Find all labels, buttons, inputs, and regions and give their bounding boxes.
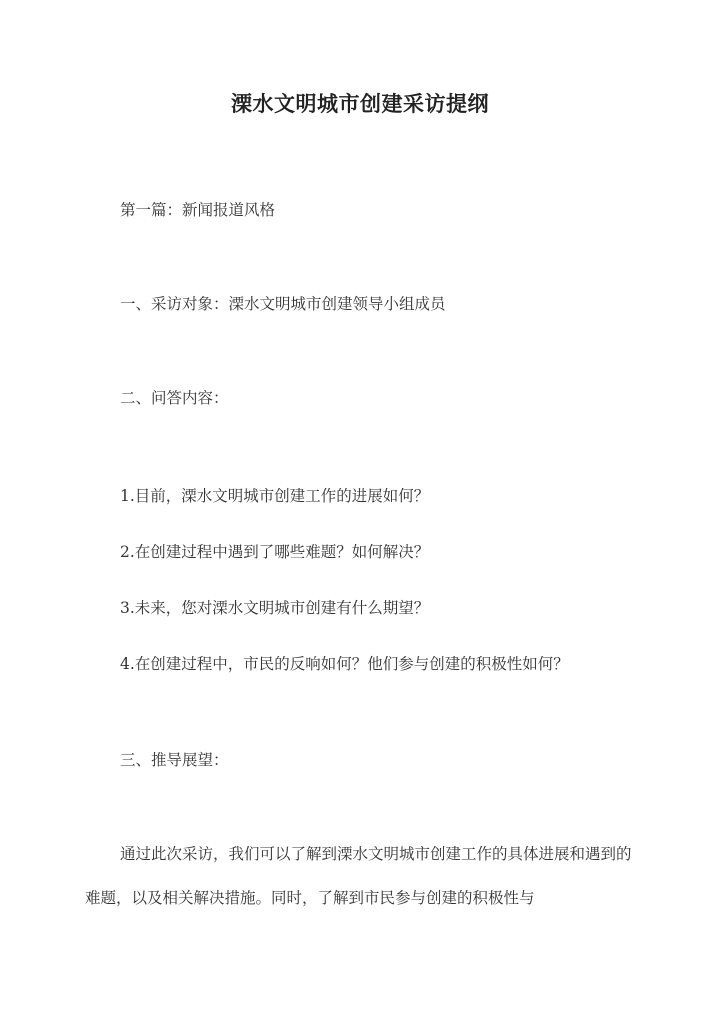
outlook-heading: 三、推导展望： — [120, 751, 229, 769]
interview-subject: 一、采访对象：溧水文明城市创建领导小组成员 — [120, 295, 446, 313]
question-item: 4.在创建过程中，市民的反响如何？他们参与创建的积极性如何？ — [120, 655, 569, 673]
section-heading: 第一篇：新闻报道风格 — [120, 201, 276, 219]
document-title: 溧水文明城市创建采访提纲 — [231, 91, 489, 116]
question-item: 2.在创建过程中遇到了哪些难题？如何解决？ — [120, 543, 430, 561]
qa-heading: 二、问答内容： — [120, 389, 229, 407]
body-paragraph: 通过此次采访，我们可以了解到溧水文明城市创建工作的具体进展和遇到的难题，以及相关解决措施。同时，了解到市民参与创建的积极性与 — [85, 845, 632, 907]
question-item: 3.未来，您对溧水文明城市创建有什么期望？ — [120, 599, 430, 617]
question-item: 1.目前，溧水文明城市创建工作的进展如何？ — [120, 487, 430, 505]
